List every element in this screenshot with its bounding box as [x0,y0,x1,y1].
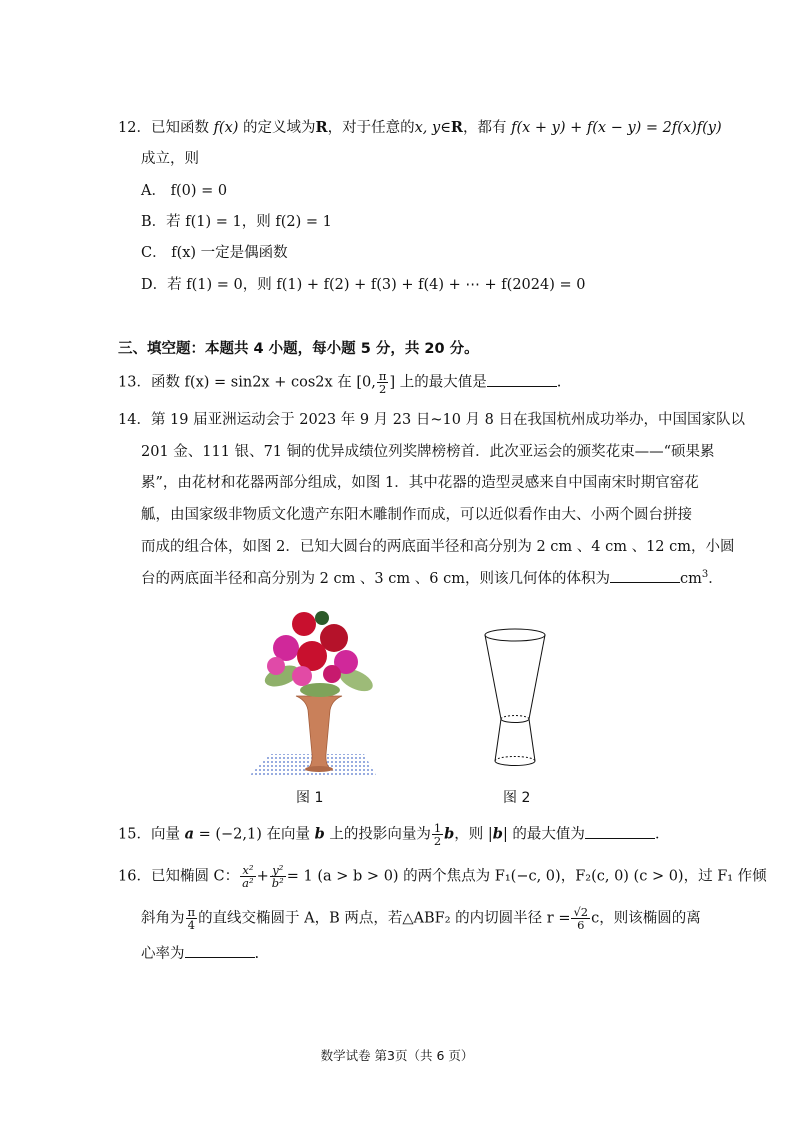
q13-number: 13． [118,374,151,391]
q13-frac-numerator: π [378,369,387,383]
q13-period: . [556,374,562,391]
q14-unit: cm [679,571,702,587]
q16-answer-blank[interactable] [185,943,255,958]
q16-line3 [141,943,259,964]
q16-frac-pi [186,906,198,931]
q12-text-c: ，对于任意的 [327,120,415,136]
q15-text-e: ，则 | [454,826,493,843]
q12-line2: 成立，则 [141,151,199,167]
q14-line6 [141,568,723,589]
q16-frac-x-den: a² [242,876,254,890]
q14-answer-blank[interactable] [610,568,680,583]
q12-option-b: B．若 f(1) = 1，则 f(2) = 1 [141,214,332,230]
q15-vector-b-2: b [444,825,455,843]
q13-fraction [377,370,389,395]
q15-text-c: 上的投影向量为 [324,826,431,843]
figure-2-frustum-diagram [480,625,550,775]
q15-period: ． [654,826,670,843]
q15-answer-blank[interactable] [585,824,655,839]
q12-option-c: C． f(x) 一定是偶函数 [141,245,288,261]
q12-func: f(x) [213,120,239,136]
q14-line3: 累”，由花材和花器两部分组成，如图 1．其中花器的造型灵感来自中国南宋时期官窑花 [141,475,699,491]
q12-equation: f(x + y) + f(x − y) = 2f(x)f(y) [511,120,722,136]
q15-fraction [432,822,443,847]
q16-text-e: c，则该椭圆的离 [591,910,701,927]
q13-line [118,370,561,395]
q14-line4: 觚，由国家级非物质文化遗产东阳木雕制作而成，可以近似看作由大、小两个圆台拼接 [141,507,692,523]
q15-text-a: 向量 [150,826,185,843]
q15-vector-b-3: b [492,825,503,843]
q14-number: 14． [118,412,151,428]
q14-line5: 而成的组合体，如图 2．已知大圆台的两底面半径和高分别为 2 cm 、4 cm 、12 cm，小圆 [141,539,735,555]
q16-frac-r-num: √2 [573,905,589,919]
q16-frac-y [270,864,286,889]
q13-text-b: ] 上的最大值是 [389,374,487,391]
q14-unit-exponent: 3 [701,569,709,581]
q16-frac-pi-num: π [187,905,196,919]
q16-line2 [141,906,701,931]
q12-in-symbol: ∈ [440,120,451,136]
q16-period: . [254,946,260,962]
q16-text-b: = 1 (a > b > 0) 的两个焦点为 F₁(−c, 0)，F₂(c, 0) (c > 0)，过 F₁ 作倾 [286,868,767,885]
q15-frac-numerator: 1 [433,821,442,835]
q15-vector-b: b [314,825,325,843]
q12-real-set: R [315,119,328,136]
q12-line1 [118,118,722,138]
q15-text-b: = (−2,1) 在向量 [193,826,315,843]
q12-option-d: D．若 f(1) = 0，则 f(1) + f(2) + f(3) + f(4) + ⋯ + f(2024) = 0 [141,277,586,293]
q16-line1 [118,864,767,889]
q16-plus: + [256,868,269,885]
q14-text-6: 台的两底面半径和高分别为 2 cm 、3 cm 、6 cm，则该几何体的体积为 [141,571,610,587]
figure-1-caption: 图 1 [296,790,324,806]
q15-text-g: | 的最大值为 [502,826,585,843]
q12-number: 12． [118,120,151,136]
q15-line [118,822,669,847]
q16-text-a: 已知椭圆 C： [150,868,240,885]
q16-frac-pi-den: 4 [187,918,195,932]
q15-vector-a: a [184,825,194,843]
q14-line1 [118,410,745,430]
section-heading: 三、填空题：本题共 4 小题，每小题 5 分，共 20 分。 [118,341,479,357]
q16-frac-x [240,864,255,889]
q16-text-d: 的直线交椭圆于 A，B 两点，若△ABF₂ 的内切圆半径 r = [198,910,571,927]
figure-1-bouquet-image [246,604,386,776]
q12-text-b: 的定义域为 [238,120,316,136]
q16-frac-r-den: 6 [577,918,585,932]
q12-text-d: ，都有 [462,120,512,136]
q14-text-1: 第 19 届亚洲运动会于 2023 年 9 月 23 日~10 月 8 日在我国杭州成功举办，中国国家队以 [150,412,746,428]
q16-frac-r [571,906,590,931]
q16-number: 16． [118,868,151,885]
q15-frac-denominator: 2 [433,834,442,848]
q14-period: ． [708,571,723,587]
q13-answer-blank[interactable] [487,372,557,387]
q16-text-c: 斜角为 [141,910,185,927]
q12-real-set-2: R [450,119,463,136]
q16-frac-x-num: x² [240,864,255,877]
q12-vars: x, y [414,120,441,136]
q16-frac-y-den: b² [271,876,284,890]
page-footer: 数学试卷 第3页（共 6 页） [320,1048,474,1063]
q14-line2: 201 金、111 银、71 铜的优异成绩位列奖牌榜榜首．此次亚运会的颁奖花束——“硕果累 [141,444,715,460]
q12-text-a: 已知函数 [150,120,214,136]
q15-number: 15． [118,826,151,843]
q16-frac-y-num: y² [270,864,286,877]
q13-text-a: 函数 f(x) = sin2x + cos2x 在 [0, [150,374,376,391]
figure-2-caption: 图 2 [503,790,531,806]
q13-frac-denominator: 2 [379,382,387,396]
q12-option-a: A． f(0) = 0 [141,183,228,199]
q16-text-f: 心率为 [141,946,185,962]
